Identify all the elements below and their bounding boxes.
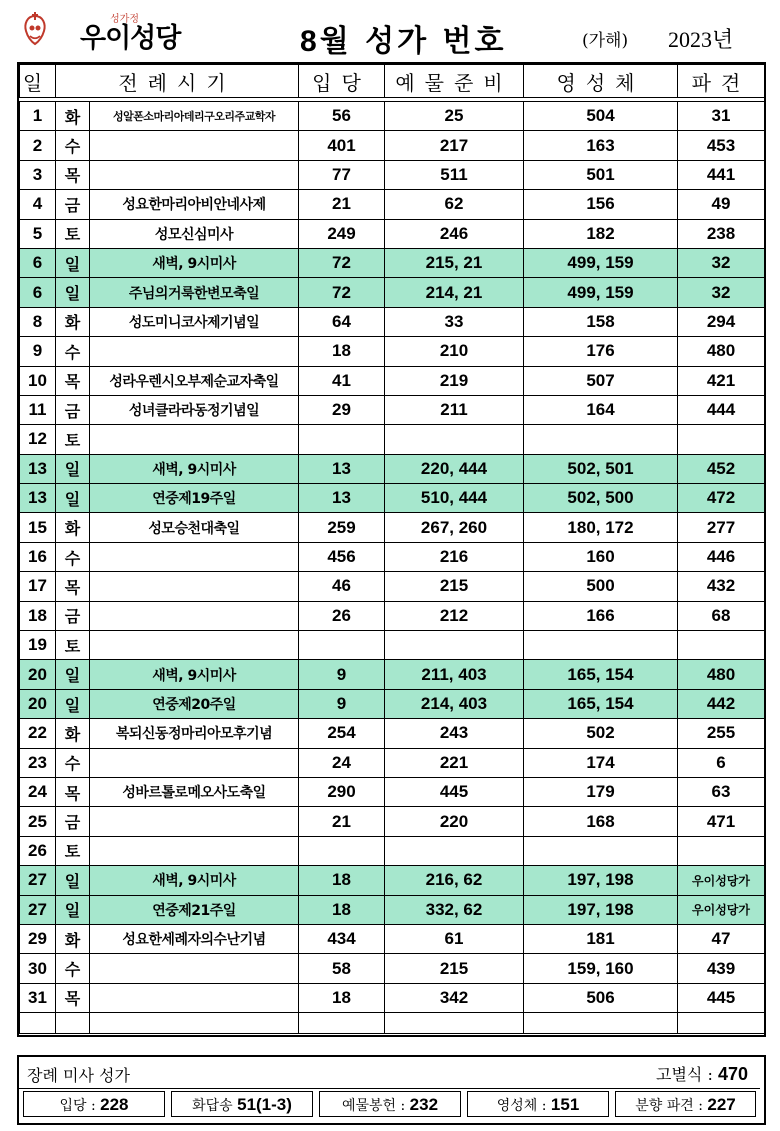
day-cell: 23 — [20, 748, 56, 777]
funeral-incense-recessional — [615, 1091, 756, 1117]
communion-hymn-cell: 499, 159 — [524, 278, 678, 307]
weekday-cell: 일 — [56, 689, 90, 718]
liturgical-event-cell: 주님의거룩한변모축일 — [90, 278, 299, 307]
weekday-cell: 화 — [56, 513, 90, 542]
title-month: 8 — [300, 25, 320, 58]
farewell-label: 고별식 : — [656, 1065, 718, 1084]
holy-family-logo-icon — [22, 12, 48, 46]
day-cell: 29 — [20, 924, 56, 953]
entrance-hymn-cell: 26 — [299, 601, 385, 630]
blank-row — [20, 1013, 765, 1034]
recessional-hymn-cell: 442 — [678, 689, 765, 718]
day-cell: 17 — [20, 572, 56, 601]
weekday-cell: 일 — [56, 484, 90, 513]
recessional-hymn-cell: 294 — [678, 307, 765, 336]
liturgical-event-cell — [90, 836, 299, 865]
table-header-row — [20, 65, 765, 98]
recessional-hymn-cell: 432 — [678, 572, 765, 601]
offertory-hymn-cell: 212 — [385, 601, 524, 630]
communion-hymn-cell: 164 — [524, 395, 678, 424]
day-cell: 5 — [20, 219, 56, 248]
recessional-hymn-cell — [678, 425, 765, 454]
communion-hymn-cell: 502, 501 — [524, 454, 678, 483]
recessional-hymn-cell: 49 — [678, 190, 765, 219]
funeral-entrance-value: 228 — [100, 1095, 129, 1114]
entrance-hymn-cell: 434 — [299, 924, 385, 953]
entrance-hymn-cell — [299, 631, 385, 660]
funeral-hymn-list — [19, 1089, 760, 1123]
liturgical-event-cell: 성모신심미사 — [90, 219, 299, 248]
offertory-hymn-cell: 246 — [385, 219, 524, 248]
entrance-hymn-cell: 77 — [299, 160, 385, 189]
table-row — [20, 748, 765, 777]
communion-hymn-cell: 504 — [524, 102, 678, 131]
liturgical-event-cell: 성요한마리아비안네사제 — [90, 190, 299, 219]
page-title — [300, 16, 506, 60]
liturgical-event-cell: 성바르톨로메오사도축일 — [90, 777, 299, 806]
blank-cell — [56, 1013, 90, 1034]
day-cell: 24 — [20, 777, 56, 806]
weekday-cell: 일 — [56, 454, 90, 483]
header-liturgical-season: 전례시기 — [56, 65, 299, 98]
recessional-hymn-cell: 63 — [678, 777, 765, 806]
table-row — [20, 954, 765, 983]
blank-cell — [385, 1013, 524, 1034]
table-row — [20, 689, 765, 718]
recessional-hymn-cell: 255 — [678, 719, 765, 748]
communion-hymn-cell: 163 — [524, 131, 678, 160]
table-row — [20, 542, 765, 571]
weekday-cell: 수 — [56, 337, 90, 366]
recessional-hymn-cell: 480 — [678, 660, 765, 689]
day-cell: 25 — [20, 807, 56, 836]
day-cell: 6 — [20, 278, 56, 307]
table-row — [20, 131, 765, 160]
header-communion: 영성체 — [524, 65, 678, 98]
liturgical-event-cell: 연중제21주일 — [90, 895, 299, 924]
entrance-hymn-cell: 64 — [299, 307, 385, 336]
weekday-cell: 일 — [56, 866, 90, 895]
communion-hymn-cell: 159, 160 — [524, 954, 678, 983]
entrance-hymn-cell: 254 — [299, 719, 385, 748]
recessional-hymn-cell — [678, 836, 765, 865]
funeral-communion — [467, 1091, 609, 1117]
day-cell: 15 — [20, 513, 56, 542]
year-label: 2023년 — [668, 27, 734, 52]
blank-cell — [524, 1013, 678, 1034]
table-row — [20, 660, 765, 689]
liturgical-event-cell: 복되신동정마리아모후기념 — [90, 719, 299, 748]
day-cell: 22 — [20, 719, 56, 748]
entrance-hymn-cell: 9 — [299, 660, 385, 689]
liturgical-event-cell — [90, 807, 299, 836]
table-row — [20, 513, 765, 542]
entrance-hymn-cell: 18 — [299, 983, 385, 1012]
weekday-cell: 수 — [56, 954, 90, 983]
table-row — [20, 190, 765, 219]
day-cell: 27 — [20, 895, 56, 924]
entrance-hymn-cell: 18 — [299, 866, 385, 895]
day-cell: 18 — [20, 601, 56, 630]
day-cell: 13 — [20, 454, 56, 483]
weekday-cell: 토 — [56, 836, 90, 865]
blank-cell — [299, 1013, 385, 1034]
blank-cell — [90, 1013, 299, 1034]
table-row — [20, 454, 765, 483]
table-row — [20, 895, 765, 924]
hymn-schedule-table — [19, 64, 765, 1034]
offertory-hymn-cell: 216, 62 — [385, 866, 524, 895]
entrance-hymn-cell: 401 — [299, 131, 385, 160]
offertory-hymn-cell: 332, 62 — [385, 895, 524, 924]
offertory-hymn-cell: 445 — [385, 777, 524, 806]
recessional-hymn-cell: 32 — [678, 248, 765, 277]
schedule-frame — [17, 62, 766, 1037]
weekday-cell: 금 — [56, 395, 90, 424]
day-cell: 9 — [20, 337, 56, 366]
offertory-hymn-cell: 267, 260 — [385, 513, 524, 542]
communion-hymn-cell: 180, 172 — [524, 513, 678, 542]
weekday-cell: 일 — [56, 660, 90, 689]
funeral-mass-box — [17, 1055, 766, 1125]
table-row — [20, 219, 765, 248]
entrance-hymn-cell: 24 — [299, 748, 385, 777]
weekday-cell: 목 — [56, 777, 90, 806]
table-row — [20, 278, 765, 307]
communion-hymn-cell: 500 — [524, 572, 678, 601]
weekday-cell: 목 — [56, 983, 90, 1012]
offertory-hymn-cell: 342 — [385, 983, 524, 1012]
liturgical-event-cell — [90, 425, 299, 454]
communion-hymn-cell — [524, 425, 678, 454]
entrance-hymn-cell: 21 — [299, 807, 385, 836]
communion-hymn-cell: 197, 198 — [524, 866, 678, 895]
entrance-hymn-cell — [299, 836, 385, 865]
offertory-hymn-cell: 25 — [385, 102, 524, 131]
recessional-hymn-cell: 445 — [678, 983, 765, 1012]
header-offertory: 예물준비 — [385, 65, 524, 98]
communion-hymn-cell: 507 — [524, 366, 678, 395]
offertory-hymn-cell: 510, 444 — [385, 484, 524, 513]
recessional-hymn-cell: 471 — [678, 807, 765, 836]
liturgical-event-cell: 새벽, 9시미사 — [90, 660, 299, 689]
entrance-hymn-cell: 41 — [299, 366, 385, 395]
offertory-hymn-cell: 215 — [385, 572, 524, 601]
table-row — [20, 866, 765, 895]
day-cell: 3 — [20, 160, 56, 189]
communion-hymn-cell: 166 — [524, 601, 678, 630]
title-text: 월 성가 번호 — [319, 24, 507, 59]
offertory-hymn-cell — [385, 425, 524, 454]
liturgical-event-cell: 성도미니코사제기념일 — [90, 307, 299, 336]
table-row — [20, 631, 765, 660]
funeral-psalm — [171, 1091, 313, 1117]
page-header — [0, 0, 780, 62]
recessional-hymn-cell: 우이성당가 — [678, 895, 765, 924]
header-day: 일 — [20, 65, 56, 98]
day-cell: 31 — [20, 983, 56, 1012]
communion-hymn-cell: 158 — [524, 307, 678, 336]
table-row — [20, 425, 765, 454]
communion-hymn-cell: 506 — [524, 983, 678, 1012]
funeral-title: 장례 미사 성가 — [27, 1066, 130, 1085]
table-row — [20, 777, 765, 806]
day-cell: 27 — [20, 866, 56, 895]
schedule-body — [20, 102, 765, 1034]
entrance-hymn-cell: 259 — [299, 513, 385, 542]
table-row — [20, 395, 765, 424]
communion-hymn-cell: 182 — [524, 219, 678, 248]
weekday-cell: 토 — [56, 425, 90, 454]
funeral-communion-label: 영성체 : — [496, 1098, 551, 1114]
weekday-cell: 목 — [56, 572, 90, 601]
day-cell: 26 — [20, 836, 56, 865]
recessional-hymn-cell: 우이성당가 — [678, 866, 765, 895]
liturgical-event-cell — [90, 160, 299, 189]
weekday-cell: 금 — [56, 807, 90, 836]
recessional-hymn-cell: 472 — [678, 484, 765, 513]
offertory-hymn-cell: 62 — [385, 190, 524, 219]
communion-hymn-cell: 197, 198 — [524, 895, 678, 924]
communion-hymn-cell: 502, 500 — [524, 484, 678, 513]
weekday-cell: 목 — [56, 366, 90, 395]
funeral-offertory-label: 예물봉헌 : — [341, 1098, 410, 1114]
table-row — [20, 160, 765, 189]
funeral-psalm-value: 51(1-3) — [237, 1095, 292, 1114]
liturgical-event-cell — [90, 954, 299, 983]
liturgical-event-cell — [90, 601, 299, 630]
entrance-hymn-cell: 21 — [299, 190, 385, 219]
offertory-hymn-cell: 214, 403 — [385, 689, 524, 718]
farewell-value: 470 — [717, 1064, 748, 1084]
recessional-hymn-cell: 444 — [678, 395, 765, 424]
communion-hymn-cell: 179 — [524, 777, 678, 806]
communion-hymn-cell: 156 — [524, 190, 678, 219]
funeral-offertory — [319, 1091, 461, 1117]
weekday-cell: 수 — [56, 748, 90, 777]
recessional-hymn-cell: 68 — [678, 601, 765, 630]
entrance-hymn-cell: 18 — [299, 895, 385, 924]
table-row — [20, 807, 765, 836]
day-cell: 13 — [20, 484, 56, 513]
liturgical-event-cell: 성요한세례자의수난기념 — [90, 924, 299, 953]
table-row — [20, 248, 765, 277]
day-cell: 19 — [20, 631, 56, 660]
recessional-hymn-cell: 238 — [678, 219, 765, 248]
offertory-hymn-cell: 215, 21 — [385, 248, 524, 277]
recessional-hymn-cell: 441 — [678, 160, 765, 189]
day-cell: 11 — [20, 395, 56, 424]
day-cell: 16 — [20, 542, 56, 571]
table-row — [20, 484, 765, 513]
recessional-hymn-cell: 6 — [678, 748, 765, 777]
weekday-cell: 수 — [56, 542, 90, 571]
funeral-header — [19, 1057, 760, 1089]
communion-hymn-cell — [524, 631, 678, 660]
entrance-hymn-cell: 13 — [299, 454, 385, 483]
weekday-cell: 화 — [56, 719, 90, 748]
recessional-hymn-cell: 31 — [678, 102, 765, 131]
day-cell: 30 — [20, 954, 56, 983]
recessional-hymn-cell: 439 — [678, 954, 765, 983]
weekday-cell: 화 — [56, 924, 90, 953]
weekday-cell: 수 — [56, 131, 90, 160]
parish-name: 우이성당 — [80, 23, 181, 54]
day-cell: 4 — [20, 190, 56, 219]
liturgical-event-cell: 성녀클라라동정기념일 — [90, 395, 299, 424]
entrance-hymn-cell: 9 — [299, 689, 385, 718]
funeral-communion-value: 151 — [550, 1095, 580, 1114]
entrance-hymn-cell: 72 — [299, 248, 385, 277]
offertory-hymn-cell: 215 — [385, 954, 524, 983]
offertory-hymn-cell: 243 — [385, 719, 524, 748]
funeral-entrance-label: 입당 : — [59, 1098, 101, 1114]
communion-hymn-cell: 499, 159 — [524, 248, 678, 277]
day-cell: 10 — [20, 366, 56, 395]
liturgical-event-cell: 연중제19주일 — [90, 484, 299, 513]
weekday-cell: 화 — [56, 307, 90, 336]
communion-hymn-cell: 501 — [524, 160, 678, 189]
offertory-hymn-cell: 219 — [385, 366, 524, 395]
liturgical-event-cell — [90, 748, 299, 777]
day-cell: 6 — [20, 248, 56, 277]
entrance-hymn-cell: 249 — [299, 219, 385, 248]
recessional-hymn-cell: 47 — [678, 924, 765, 953]
weekday-cell: 일 — [56, 248, 90, 277]
blank-cell — [20, 1013, 56, 1034]
offertory-hymn-cell: 210 — [385, 337, 524, 366]
day-cell: 12 — [20, 425, 56, 454]
communion-hymn-cell: 165, 154 — [524, 689, 678, 718]
table-row — [20, 337, 765, 366]
offertory-hymn-cell: 221 — [385, 748, 524, 777]
offertory-hymn-cell — [385, 836, 524, 865]
table-row — [20, 924, 765, 953]
table-row — [20, 102, 765, 131]
recessional-hymn-cell — [678, 631, 765, 660]
table-row — [20, 366, 765, 395]
table-row — [20, 307, 765, 336]
liturgical-event-cell: 성라우렌시오부제순교자축일 — [90, 366, 299, 395]
offertory-hymn-cell: 216 — [385, 542, 524, 571]
liturgical-event-cell — [90, 983, 299, 1012]
weekday-cell: 목 — [56, 160, 90, 189]
offertory-hymn-cell: 61 — [385, 924, 524, 953]
communion-hymn-cell: 176 — [524, 337, 678, 366]
liturgical-event-cell: 연중제20주일 — [90, 689, 299, 718]
liturgical-event-cell: 새벽, 9시미사 — [90, 454, 299, 483]
weekday-cell: 토 — [56, 631, 90, 660]
recessional-hymn-cell: 421 — [678, 366, 765, 395]
entrance-hymn-cell: 18 — [299, 337, 385, 366]
offertory-hymn-cell: 217 — [385, 131, 524, 160]
liturgical-event-cell — [90, 631, 299, 660]
communion-hymn-cell — [524, 836, 678, 865]
offertory-hymn-cell: 511 — [385, 160, 524, 189]
day-cell: 8 — [20, 307, 56, 336]
offertory-hymn-cell: 211, 403 — [385, 660, 524, 689]
day-cell: 1 — [20, 102, 56, 131]
offertory-hymn-cell: 220, 444 — [385, 454, 524, 483]
entrance-hymn-cell: 456 — [299, 542, 385, 571]
weekday-cell: 금 — [56, 601, 90, 630]
weekday-cell: 토 — [56, 219, 90, 248]
offertory-hymn-cell: 33 — [385, 307, 524, 336]
entrance-hymn-cell: 46 — [299, 572, 385, 601]
offertory-hymn-cell: 211 — [385, 395, 524, 424]
entrance-hymn-cell: 58 — [299, 954, 385, 983]
table-row — [20, 983, 765, 1012]
liturgical-event-cell — [90, 131, 299, 160]
entrance-hymn-cell: 29 — [299, 395, 385, 424]
communion-hymn-cell: 168 — [524, 807, 678, 836]
liturgical-event-cell — [90, 572, 299, 601]
funeral-entrance — [23, 1091, 165, 1117]
funeral-offertory-value: 232 — [409, 1095, 439, 1114]
liturgical-event-cell: 새벽, 9시미사 — [90, 248, 299, 277]
liturgical-event-cell: 새벽, 9시미사 — [90, 866, 299, 895]
weekday-cell: 화 — [56, 102, 90, 131]
offertory-hymn-cell: 220 — [385, 807, 524, 836]
liturgical-event-cell — [90, 337, 299, 366]
offertory-hymn-cell — [385, 631, 524, 660]
logo-small-text: 성가정 — [110, 14, 139, 25]
table-row — [20, 601, 765, 630]
entrance-hymn-cell: 290 — [299, 777, 385, 806]
communion-hymn-cell: 181 — [524, 924, 678, 953]
farewell-rite — [656, 1062, 748, 1085]
recessional-hymn-cell: 277 — [678, 513, 765, 542]
table-row — [20, 836, 765, 865]
recessional-hymn-cell: 446 — [678, 542, 765, 571]
header-recessional: 파견 — [678, 65, 765, 98]
communion-hymn-cell: 502 — [524, 719, 678, 748]
blank-cell — [678, 1013, 765, 1034]
communion-hymn-cell: 160 — [524, 542, 678, 571]
weekday-cell: 일 — [56, 278, 90, 307]
table-row — [20, 572, 765, 601]
entrance-hymn-cell: 72 — [299, 278, 385, 307]
recessional-hymn-cell: 453 — [678, 131, 765, 160]
liturgical-year-cycle: (가해) — [582, 31, 629, 51]
funeral-recessional-label: 분향 파견 : — [635, 1098, 708, 1114]
entrance-hymn-cell — [299, 425, 385, 454]
table-row — [20, 719, 765, 748]
header-entrance: 입당 — [299, 65, 385, 98]
day-cell: 20 — [20, 689, 56, 718]
communion-hymn-cell: 165, 154 — [524, 660, 678, 689]
liturgical-event-cell: 성모승천대축일 — [90, 513, 299, 542]
weekday-cell: 일 — [56, 895, 90, 924]
communion-hymn-cell: 174 — [524, 748, 678, 777]
liturgical-event-cell: 성알폰소마리아데리구오리주교학자 — [90, 102, 299, 131]
day-cell: 2 — [20, 131, 56, 160]
entrance-hymn-cell: 56 — [299, 102, 385, 131]
recessional-hymn-cell: 32 — [678, 278, 765, 307]
weekday-cell: 금 — [56, 190, 90, 219]
offertory-hymn-cell: 214, 21 — [385, 278, 524, 307]
recessional-hymn-cell: 452 — [678, 454, 765, 483]
recessional-hymn-cell: 480 — [678, 337, 765, 366]
liturgical-event-cell — [90, 542, 299, 571]
entrance-hymn-cell: 13 — [299, 484, 385, 513]
funeral-psalm-label: 화답송 — [192, 1098, 238, 1114]
day-cell: 20 — [20, 660, 56, 689]
funeral-recessional-value: 227 — [707, 1095, 736, 1114]
